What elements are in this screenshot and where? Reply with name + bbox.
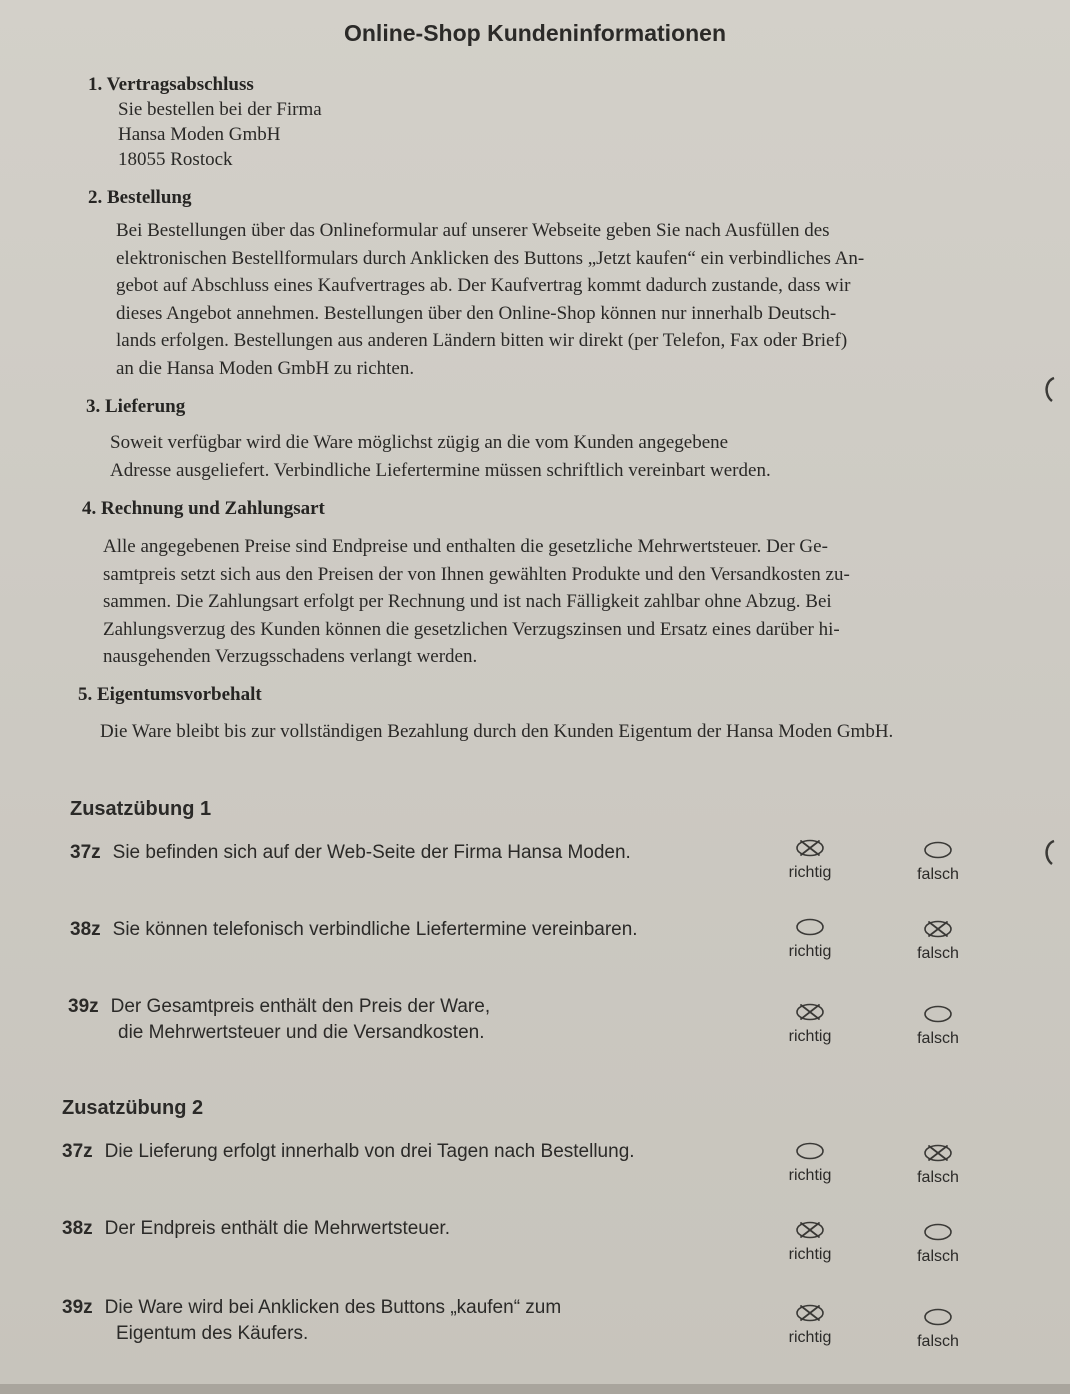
text-line: 18055 Rostock bbox=[118, 149, 233, 170]
crossed-answer-icon bbox=[795, 1303, 825, 1323]
text-line: Soweit verfügbar wird die Ware möglichst zügig an die vom Kunden angegebene bbox=[110, 432, 729, 453]
section-body-vertragsabschluss bbox=[118, 97, 322, 172]
question-1-38z bbox=[70, 917, 638, 943]
question-1-39z bbox=[68, 994, 490, 1046]
section-body-bestellung bbox=[116, 217, 864, 382]
text-line: gebot auf Abschluss eines Kaufvertrages ab. Der Kaufvertrag kommt dadurch zustande, dass wir bbox=[116, 275, 851, 296]
answer-circle-icon bbox=[795, 917, 825, 937]
option-richtig-2-39z[interactable] bbox=[775, 1303, 845, 1347]
answer-circle-icon bbox=[795, 1141, 825, 1161]
section-heading-lieferung: 3. Lieferung bbox=[86, 396, 186, 417]
option-label: falsch bbox=[917, 1248, 959, 1265]
section-heading-eigentumsvorbehalt: 5. Eigentumsvorbehalt bbox=[78, 684, 262, 705]
option-falsch-1-38z[interactable] bbox=[903, 919, 973, 963]
text-line: elektronischen Bestellformulars durch Anklicken des Buttons „Jetzt kaufen“ ein verbindliches An- bbox=[116, 247, 865, 269]
option-falsch-2-38z[interactable] bbox=[903, 1222, 973, 1266]
option-label: falsch bbox=[917, 1333, 959, 1350]
text-line: samtpreis setzt sich aus den Preisen der von Ihnen gewählten Produkte und den Versandkosten zu- bbox=[103, 563, 850, 585]
exercise-heading-2: Zusatzübung 2 bbox=[62, 1097, 204, 1119]
option-label: falsch bbox=[917, 866, 959, 883]
page-title: Online-Shop Kundeninformationen bbox=[343, 20, 727, 46]
section-body-rechnung bbox=[103, 533, 850, 671]
crossed-answer-icon bbox=[795, 1002, 825, 1022]
text-line: lands erfolgen. Bestellungen aus anderen Ländern bitten wir direkt (per Telefon, Fax oder Brief) bbox=[116, 330, 848, 351]
question-2-37z bbox=[62, 1139, 635, 1165]
option-falsch-2-39z[interactable] bbox=[903, 1307, 973, 1351]
crossed-answer-icon bbox=[795, 838, 825, 858]
question-text: Sie können telefonisch verbindliche Liefertermine vereinbaren. bbox=[112, 919, 638, 940]
question-text: die Mehrwertsteuer und die Versandkosten. bbox=[118, 1022, 485, 1043]
option-label: richtig bbox=[788, 943, 832, 960]
option-label: falsch bbox=[917, 945, 959, 962]
option-richtig-1-39z[interactable] bbox=[775, 1002, 845, 1046]
text-line: an die Hansa Moden GmbH zu richten. bbox=[116, 357, 415, 379]
question-number: 38z bbox=[62, 1218, 93, 1239]
bleed-through-mark-icon bbox=[1040, 838, 1060, 868]
text-line: Adresse ausgeliefert. Verbindliche Liefertermine müssen schriftlich vereinbart werden. bbox=[110, 460, 771, 481]
text-line: nausgehenden Verzugsschadens verlangt werden. bbox=[103, 646, 478, 667]
option-richtig-2-37z[interactable] bbox=[775, 1141, 845, 1185]
question-2-39z bbox=[62, 1295, 561, 1347]
crossed-answer-icon bbox=[923, 919, 953, 939]
crossed-answer-icon bbox=[923, 1143, 953, 1163]
answer-circle-icon bbox=[923, 1222, 953, 1242]
option-falsch-2-37z[interactable] bbox=[903, 1143, 973, 1187]
answer-circle-icon bbox=[923, 840, 953, 860]
text-line: sammen. Die Zahlungsart erfolgt per Rechnung und ist nach Fälligkeit zahlbar ohne Abzug. Bei bbox=[103, 591, 832, 612]
option-falsch-1-39z[interactable] bbox=[903, 1004, 973, 1048]
question-number: 39z bbox=[62, 1297, 93, 1318]
section-body-eigentumsvorbehalt bbox=[100, 718, 893, 746]
option-falsch-1-37z[interactable] bbox=[903, 840, 973, 884]
question-number: 38z bbox=[70, 919, 101, 940]
option-label: richtig bbox=[788, 864, 832, 881]
exercise-heading-1: Zusatzübung 1 bbox=[70, 798, 212, 820]
section-body-lieferung bbox=[110, 429, 771, 485]
question-text: Die Lieferung erfolgt innerhalb von drei Tagen nach Bestellung. bbox=[104, 1141, 635, 1162]
section-heading-bestellung: 2. Bestellung bbox=[88, 187, 192, 208]
question-text: Sie befinden sich auf der Web-Seite der Firma Hansa Moden. bbox=[112, 842, 631, 863]
section-heading-vertragsabschluss: 1. Vertragsabschluss bbox=[88, 74, 254, 95]
bleed-through-mark-icon bbox=[1040, 375, 1060, 405]
option-label: richtig bbox=[788, 1167, 832, 1184]
text-line: Alle angegebenen Preise sind Endpreise und enthalten die gesetzliche Mehrwertsteuer. Der Ge- bbox=[103, 536, 828, 557]
answer-circle-icon bbox=[923, 1307, 953, 1327]
question-number: 37z bbox=[62, 1141, 93, 1162]
option-label: falsch bbox=[917, 1030, 959, 1047]
question-2-38z bbox=[62, 1216, 450, 1242]
text-line: Bei Bestellungen über das Onlineformular auf unserer Webseite geben Sie nach Ausfüllen des bbox=[116, 220, 830, 241]
option-richtig-1-37z[interactable] bbox=[775, 838, 845, 882]
question-number: 37z bbox=[70, 842, 101, 863]
question-text: Der Endpreis enthält die Mehrwertsteuer. bbox=[104, 1218, 450, 1239]
text-line: Die Ware bleibt bis zur vollständigen Bezahlung durch den Kunden Eigentum der Hansa Moden GmbH. bbox=[100, 721, 894, 742]
question-text: Die Ware wird bei Anklicken des Buttons „kaufen“ zum bbox=[104, 1297, 562, 1318]
question-text: Der Gesamtpreis enthält den Preis der Ware, bbox=[110, 996, 491, 1017]
option-richtig-2-38z[interactable] bbox=[775, 1220, 845, 1264]
option-label: richtig bbox=[788, 1246, 832, 1263]
question-number: 39z bbox=[68, 996, 99, 1017]
option-label: richtig bbox=[788, 1329, 832, 1346]
option-richtig-1-38z[interactable] bbox=[775, 917, 845, 961]
text-line: Sie bestellen bei der Firma bbox=[118, 99, 322, 120]
answer-circle-icon bbox=[923, 1004, 953, 1024]
text-line: Hansa Moden GmbH bbox=[118, 124, 281, 145]
option-label: falsch bbox=[917, 1169, 959, 1186]
text-line: Zahlungsverzug des Kunden können die gesetzlichen Verzugszinsen und Ersatz eines darüber hi- bbox=[103, 618, 840, 640]
option-label: richtig bbox=[788, 1028, 832, 1045]
question-1-37z bbox=[70, 840, 631, 866]
crossed-answer-icon bbox=[795, 1220, 825, 1240]
text-line: dieses Angebot annehmen. Bestellungen über den Online-Shop können nur innerhalb Deutsch- bbox=[116, 302, 837, 324]
section-heading-rechnung: 4. Rechnung und Zahlungsart bbox=[82, 498, 325, 519]
question-text: Eigentum des Käufers. bbox=[116, 1323, 309, 1344]
